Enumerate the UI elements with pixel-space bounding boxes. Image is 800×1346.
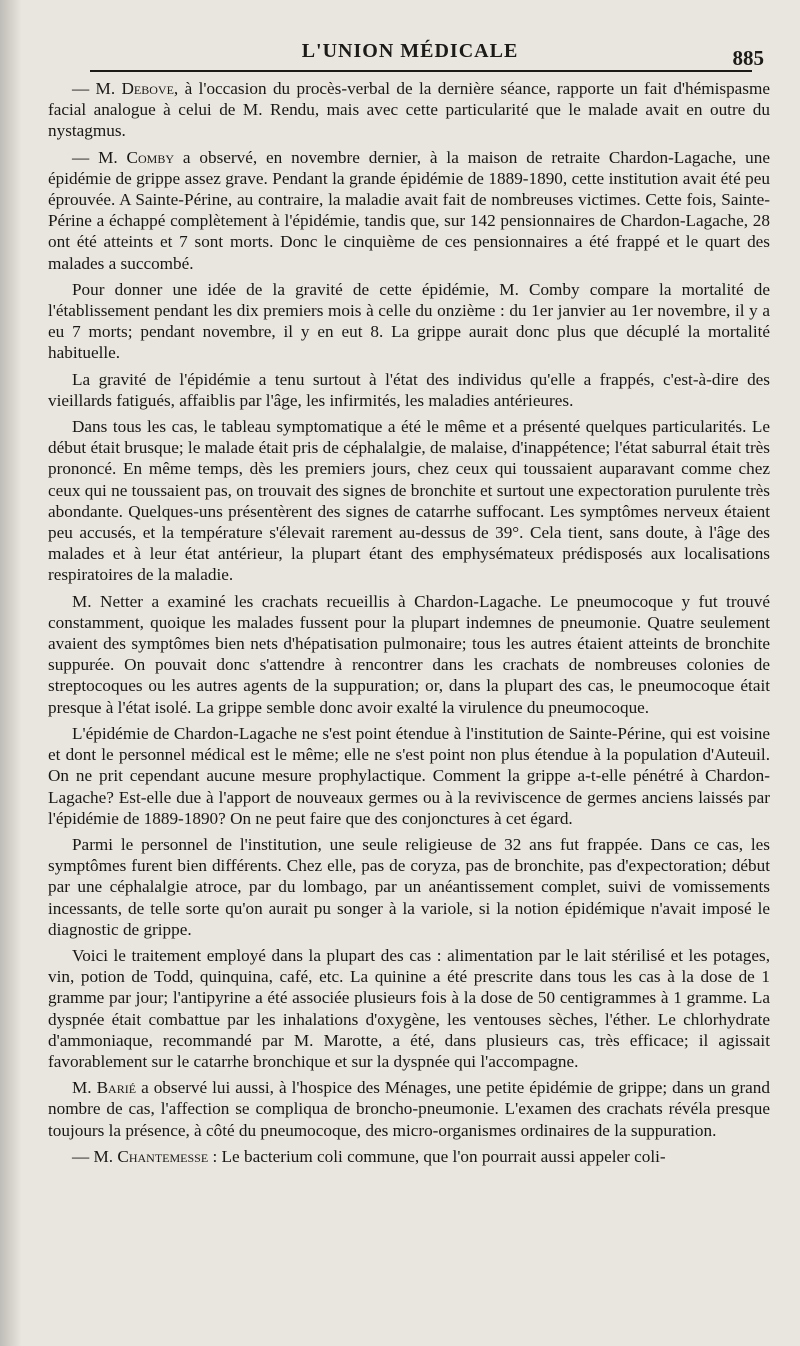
speaker-name: Barié xyxy=(96,1078,137,1098)
speaker-name: Debove xyxy=(121,79,174,98)
paragraph: La gravité de l'épidémie a tenu surtout à l'état des individus qu'elle a frappés, c'est-à-dire des vieillards fatigués, affaiblis par l'âge, les infirmités, les maladies antérieures. xyxy=(48,369,770,410)
paragraph-comby: — M. Comby a observé, en novembre dernier, à la maison de retraite Chardon-Lagache, une épidémie de grippe assez grave. Pendant la grande épidémie de 1889-1890, cette institution avait été peu éprouvée. A Sainte-Périne, au contraire, la maladie avait fait de nombreuses victimes. Cette fois, Sainte-Périne a échappé complètement à l'épidémie, tandis que, sur 142 pensionnaires de Chardon-Lagache, 28 ont été atteints et 7 sont morts. Donc le cinquième de ces pensionnaires a été frappé et le quart des malades a succombé. xyxy=(48,147,770,273)
paragraph: Dans tous les cas, le tableau symptomatique a été le même et a présenté quelques particularités. Le début était brusque; le malade était pris de céphalalgie, de malaise, d'inappétence; l'état saburral était très prononcé. En même temps, dès les premiers jours, chez ceux qui toussaient auparavant comme chez ceux qui ne toussaient pas, on trouvait des signes de bronchite et surtout une expectoration purulente très abondante. Quelques-uns présentèrent des signes de catarrhe suffocant. Les symptômes nerveux étaient peu accusés, et la température s'élevait rarement au-dessus de 39°. Cela tient, sans doute, à l'âge des malades et à leur état antérieur, la plupart étant des emphysémateux prédisposés aux localisations respiratoires de la maladie. xyxy=(48,417,770,585)
paragraph-barie: M. Barié a observé lui aussi, à l'hospice des Ménages, une petite épidémie de grippe; dans un grand nombre de cas, l'affection se compliqua de broncho-pneumonie. L'examen des crachats révéla presque toujours la présence, à côté du pneumocoque, des micro-organismes ordinaires de la suppuration. xyxy=(48,1078,770,1140)
running-title: L'UNION MÉDICALE xyxy=(301,40,519,62)
page-number: 885 xyxy=(732,46,764,70)
paragraph: M. Netter a examiné les crachats recueillis à Chardon-Lagache. Le pneumocoque y fut trouvé constamment, quoique les malades fussent pour la plupart indemnes de pneumonie. Quatre seulement avaient des symptômes bien nets d'hépatisation pulmonaire; tous les autres étaient atteints de bronchite suppurée. On pouvait donc s'attendre à rencontrer dans les crachats de nombreuses colonies de streptocoques ou les autres agents de la suppuration; or, dans la plupart des cas, le pneumocoque était presque à l'état isolé. La grippe semble donc avoir exalté la virulence du pneumocoque. xyxy=(48,591,770,717)
speaker-name: Chantemesse xyxy=(117,1146,209,1166)
page-edge-shadow xyxy=(0,0,22,1346)
paragraph: Parmi le personnel de l'institution, une seule religieuse de 32 ans fut frappée. Dans ce cas, les symptômes furent bien différents. Chez elle, pas de coryza, pas de bronchite, pas d'expectoration; début par une céphalalgie atroce, par du lombago, par un anéantissement complet, suivi de vomissements incessants, de telle sorte qu'on aurait pu songer à la variole, si la notion épidémique n'avait imposé le diagnostic de grippe. xyxy=(48,834,770,939)
paragraph: Voici le traitement employé dans la plupart des cas : alimentation par le lait stérilisé et les potages, vin, potion de Todd, quinquina, café, etc. La quinine a été prescrite dans tous les cas à la dose de 1 gramme par jour; l'antipyrine a été associée plusieurs fois à la dose de 50 centigrammes à 1 gramme. La dyspnée était combattue par les inhalations d'oxygène, les ventouses sèches, l'éther. Le chlorhydrate d'ammoniaque, recommandé par M. Marotte, a été, dans plusieurs cas, très efficace; il agissait favorablement sur le catarrhe bronchique et sur la dyspnée qui l'accompagne. xyxy=(48,945,770,1071)
page-header xyxy=(50,40,770,80)
paragraph: Pour donner une idée de la gravité de cette épidémie, M. Comby compare la mortalité de l'établissement pendant les dix premiers mois à celle du onzième : du 1er janvier au 1er novembre, il y a eu 7 morts; pendant novembre, il y en eut 8. La grippe aurait donc plus que décuplé la mortalité habituelle. xyxy=(48,279,770,363)
paragraph: L'épidémie de Chardon-Lagache ne s'est point étendue à l'institution de Sainte-Périne, qui est voisine et dont le personnel médical est le même; elle ne s'est point non plus étendue à la population d'Auteuil. On ne prit cependant aucune mesure prophylactique. Comment la grippe a-t-elle pénétré à Chardon-Lagache? Est-elle due à l'apport de nouveaux germes ou à la reviviscence de germes anciens laissés par l'épidémie de 1889-1890? On ne peut faire que des conjonctures à cet égard. xyxy=(48,723,770,828)
paragraph-chantemesse: — M. Chantemesse : Le bacterium coli commune, que l'on pourrait aussi appeler coli- xyxy=(72,1146,666,1166)
speaker-name: Comby xyxy=(126,147,175,167)
article-body xyxy=(48,78,770,1172)
header-rule xyxy=(90,70,752,72)
paragraph-debove: — M. Debove, à l'occasion du procès-verbal de la dernière séance, rapporte un fait d'hémispasme facial analogue à celui de M. Rendu, mais avec cette particularité que le malade avait en outre du nystagmus. xyxy=(48,79,770,141)
